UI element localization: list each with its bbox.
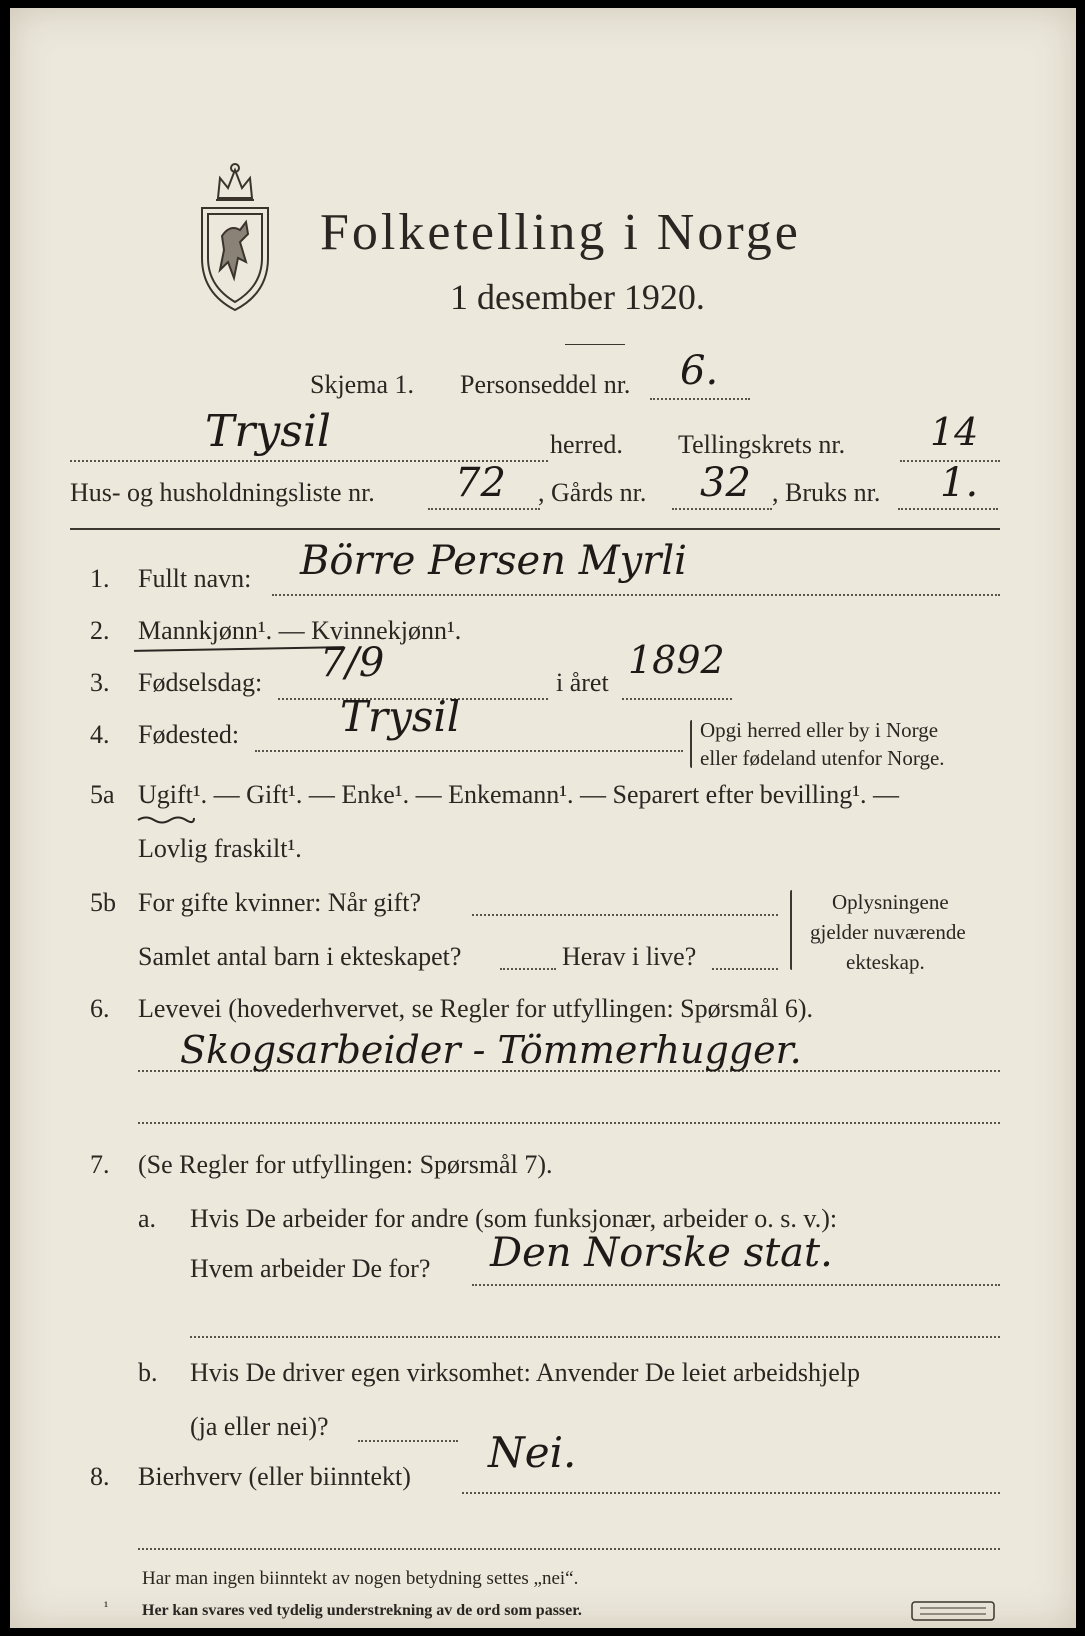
birthplace-value: Trysil xyxy=(340,692,461,741)
footnote-marker: ¹ xyxy=(104,1600,109,1615)
q1-number: 1. xyxy=(90,564,110,593)
side-income-value: Nei. xyxy=(488,1428,577,1477)
employer-value: Den Norske stat. xyxy=(490,1230,833,1276)
gaards-label: , Gårds nr. xyxy=(538,478,647,507)
q4-note-1: Opgi herred eller by i Norge xyxy=(700,718,939,742)
q5b-note-3: ekteskap. xyxy=(846,950,925,974)
census-form-page xyxy=(10,8,1076,1628)
header-divider xyxy=(70,528,1000,530)
q5b-label-2: Samlet antal barn i ekteskapet? xyxy=(138,942,462,971)
q3-number: 3. xyxy=(90,668,110,697)
occupation-value: Skogsarbeider - Tömmerhugger. xyxy=(180,1028,802,1072)
footnote-text: Her kan svares ved tydelig understrekning av de ord som passer. xyxy=(142,1602,582,1619)
q7a-text: Hvis De arbeider for andre (som funksjonær, arbeider o. s. v.): xyxy=(190,1204,838,1233)
q5a-number: 5a xyxy=(90,780,115,809)
q1-label: Fullt navn: xyxy=(138,564,252,593)
q5a-line-2: Lovlig fraskilt¹. xyxy=(138,834,302,863)
bruks-value: 1. xyxy=(940,460,979,506)
herred-label: herred. xyxy=(550,430,623,459)
form-title: Folketelling i Norge xyxy=(320,204,801,261)
form-date: 1 desember 1920. xyxy=(450,277,705,317)
tellingskrets-value: 14 xyxy=(930,410,979,454)
personseddel-label: Personseddel nr. xyxy=(460,370,631,399)
q7-label: (Se Regler for utfyllingen: Spørsmål 7). xyxy=(138,1150,553,1179)
q3-year-label: i året xyxy=(556,668,609,697)
q2-number: 2. xyxy=(90,616,110,645)
q5a-underline-mark xyxy=(136,814,196,824)
hus-value: 72 xyxy=(455,460,506,506)
coat-of-arms-icon xyxy=(190,158,280,318)
q7b-text: Hvis De driver egen virksomhet: Anvender De leiet arbeidshjelp xyxy=(190,1358,861,1387)
q7a-letter: a. xyxy=(138,1204,157,1233)
schema-label: Skjema 1. xyxy=(310,370,414,399)
q5b-note-1: Oplysningene xyxy=(832,890,949,914)
birthday-value: 7/9 xyxy=(320,640,385,686)
gaards-value: 32 xyxy=(700,460,751,506)
hus-label: Hus- og husholdningsliste nr. xyxy=(70,478,375,507)
q8-number: 8. xyxy=(90,1462,110,1491)
q2-label: Mannkjønn¹. — Kvinnekjønn¹. xyxy=(138,616,462,645)
q4-note-2: eller fødeland utenfor Norge. xyxy=(700,746,945,770)
q6-label: Levevei (hovederhvervet, se Regler for utfyllingen: Spørsmål 6). xyxy=(138,994,814,1023)
q5b-label-1: For gifte kvinner: Når gift? xyxy=(138,888,422,917)
printer-stamp-icon xyxy=(910,1600,996,1622)
bruks-label: , Bruks nr. xyxy=(772,478,881,507)
q6-number: 6. xyxy=(90,994,110,1023)
birth-year-value: 1892 xyxy=(628,638,725,682)
q7a-question: Hvem arbeider De for? xyxy=(190,1254,431,1283)
q3-label: Fødselsdag: xyxy=(138,668,263,697)
q8-label: Bierhverv (eller biinntekt) xyxy=(138,1462,411,1491)
q4-number: 4. xyxy=(90,720,110,749)
q7b-question: (ja eller nei)? xyxy=(190,1412,329,1441)
full-name-value: Börre Persen Myrli xyxy=(300,538,687,584)
q5b-label-3: Herav i live? xyxy=(562,942,697,971)
q7-number: 7. xyxy=(90,1150,110,1179)
q5b-number: 5b xyxy=(90,888,116,917)
q5a-line-1: Ugift¹. — Gift¹. — Enke¹. — Enkemann¹. — Separert efter bevilling¹. — xyxy=(138,780,900,809)
title-divider xyxy=(565,344,625,345)
q5b-note-2: gjelder nuværende xyxy=(810,920,966,944)
tellingskrets-label: Tellingskrets nr. xyxy=(678,430,846,459)
footer-note: Har man ingen biinntekt av nogen betydning settes „nei“. xyxy=(142,1568,579,1589)
q2-underline-mark xyxy=(134,646,344,652)
personseddel-value: 6. xyxy=(680,348,719,394)
q7b-letter: b. xyxy=(138,1358,158,1387)
q4-label: Fødested: xyxy=(138,720,240,749)
herred-value: Trysil xyxy=(205,406,331,457)
